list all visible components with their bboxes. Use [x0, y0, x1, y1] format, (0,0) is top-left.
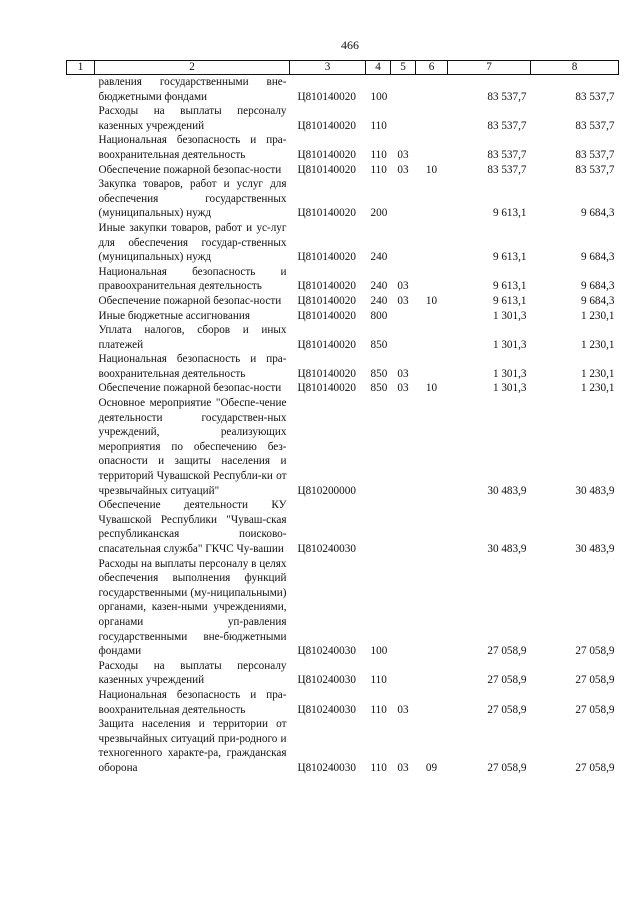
table-row — [67, 133, 619, 162]
table-row — [67, 381, 619, 396]
target-code: Ц810140020 — [297, 251, 356, 264]
table-row — [67, 717, 619, 775]
section-code — [391, 396, 416, 498]
subsection-code — [416, 75, 448, 105]
expense-type-code: 240 — [370, 294, 388, 307]
amount-year-2: 83 537,7 — [575, 163, 615, 176]
section-code: 03 — [397, 280, 409, 293]
row-col-1 — [67, 688, 95, 717]
amount-year-2: 1 230,1 — [580, 367, 615, 380]
amount-year-1: 9 613,1 — [492, 280, 527, 293]
expense-name: Обеспечение деятельности КУ Чувашской Республики "Чуваш-ская республиканская поисково-спасательная служба" ГКЧС Чу-вашии — [98, 499, 287, 555]
amount-year-1: 27 058,9 — [487, 761, 527, 774]
table-row — [67, 221, 619, 265]
amount-year-2: 9 684,3 — [580, 207, 615, 220]
section-code — [391, 498, 416, 556]
amount-year-1: 27 058,9 — [487, 674, 527, 687]
expense-type-code: 850 — [370, 367, 388, 380]
expense-type-code: 850 — [370, 338, 388, 351]
expense-name: Обеспечение пожарной безопас-ности — [98, 382, 282, 395]
section-code: 03 — [397, 367, 409, 380]
expense-type-code: 200 — [370, 207, 388, 220]
expense-name: Национальная безопасность и пра-воохранительная деятельность — [98, 353, 287, 380]
target-code: Ц810140020 — [297, 382, 356, 395]
row-col-1 — [67, 75, 95, 105]
section-code: 03 — [397, 382, 409, 395]
expense-name: Национальная безопасность и пра-воохранительная деятельность — [98, 688, 287, 716]
subsection-code: 10 — [425, 382, 438, 395]
header-col-6: 6 — [416, 61, 448, 75]
target-code: Ц810140020 — [297, 163, 356, 176]
expense-type-code — [366, 498, 391, 556]
table-row — [67, 498, 619, 556]
expense-name: Расходы на выплаты персоналу казенных учреждений — [98, 659, 287, 687]
expense-type-code: 850 — [370, 382, 388, 395]
amount-year-2: 1 230,1 — [580, 382, 615, 395]
amount-year-2: 9 684,3 — [580, 251, 615, 264]
table-row — [67, 309, 619, 324]
amount-year-1: 83 537,7 — [487, 90, 527, 103]
row-col-1 — [67, 309, 95, 324]
expense-type-code: 110 — [370, 148, 387, 161]
amount-year-1: 9 613,1 — [492, 294, 527, 307]
amount-year-2: 83 537,7 — [575, 119, 615, 132]
expense-name: Обеспечение пожарной безопас-ности — [98, 294, 282, 307]
header-col-2: 2 — [95, 61, 290, 75]
section-code: 03 — [397, 703, 409, 716]
subsection-code — [416, 396, 448, 498]
target-code: Ц810240030 — [297, 543, 356, 555]
row-col-1 — [67, 323, 95, 352]
expense-name: Национальная безопасность и правоохранительная деятельность — [98, 265, 287, 293]
subsection-code — [416, 323, 448, 352]
expense-type-code: 240 — [370, 251, 388, 264]
row-col-1 — [67, 265, 95, 294]
amount-year-2: 27 058,9 — [575, 761, 615, 774]
table-header — [67, 61, 619, 75]
amount-year-2: 9 684,3 — [580, 294, 615, 307]
amount-year-2: 27 058,9 — [575, 703, 615, 716]
amount-year-1: 9 613,1 — [492, 251, 527, 264]
header-col-8: 8 — [531, 61, 619, 75]
amount-year-1: 83 537,7 — [487, 148, 527, 161]
amount-year-1: 1 301,3 — [492, 382, 527, 395]
amount-year-1: 27 058,9 — [487, 645, 527, 658]
amount-year-2: 30 483,9 — [575, 484, 615, 497]
row-col-1 — [67, 557, 95, 659]
amount-year-1: 30 483,9 — [487, 484, 527, 497]
subsection-code — [416, 221, 448, 265]
subsection-code — [416, 265, 448, 294]
table-row — [67, 104, 619, 133]
table-row — [67, 352, 619, 381]
target-code: Ц810140020 — [297, 119, 356, 132]
row-col-1 — [67, 294, 95, 309]
subsection-code: 10 — [425, 294, 438, 307]
section-code — [391, 75, 416, 105]
section-code: 03 — [397, 148, 409, 161]
header-col-7: 7 — [448, 61, 531, 75]
expense-name: Расходы на выплаты персоналу в целях обеспечения выполнения функций государственными (му-ниципальными) органами, казен-ными учреждениями, органами уп-равления государственными вне-бюджетными фондами — [98, 557, 287, 658]
section-code: 03 — [397, 761, 409, 774]
target-code: Ц810140020 — [297, 90, 356, 103]
target-code: Ц810140020 — [297, 367, 356, 380]
amount-year-2: 1 230,1 — [580, 309, 615, 322]
subsection-code — [416, 309, 448, 324]
row-col-1 — [67, 177, 95, 221]
section-code — [391, 309, 416, 324]
expense-type-code: 110 — [370, 119, 387, 132]
table-row — [67, 396, 619, 498]
amount-year-2: 1 230,1 — [580, 338, 615, 351]
expense-name: Основное мероприятие "Обеспе-чение деятельности государствен-ных учреждений, реализующих мероприятия по обеспечению без-опасности и защиты населения и территорий Чувашской Республи-ки от чрезвычайных ситуаций" — [98, 397, 287, 497]
table-row — [67, 177, 619, 221]
section-code — [391, 323, 416, 352]
table-row — [67, 557, 619, 659]
amount-year-1: 1 301,3 — [492, 338, 527, 351]
subsection-code: 09 — [425, 761, 438, 774]
table-row — [67, 265, 619, 294]
row-col-1 — [67, 381, 95, 396]
expense-name: Защита населения и территории от чрезвычайных ситуаций при-родного и техногенного характе-ра, гражданская оборона — [98, 718, 287, 774]
table-row — [67, 323, 619, 352]
section-code — [391, 659, 416, 688]
budget-table — [66, 60, 619, 776]
row-col-1 — [67, 396, 95, 498]
header-col-5: 5 — [391, 61, 416, 75]
header-col-4: 4 — [366, 61, 391, 75]
amount-year-2: 83 537,7 — [575, 90, 615, 103]
expense-name: Иные бюджетные ассигнования — [98, 309, 250, 322]
amount-year-2: 27 058,9 — [575, 645, 615, 658]
amount-year-2: 83 537,7 — [575, 148, 615, 161]
expense-name: Обеспечение пожарной безопас-ности — [98, 163, 282, 176]
subsection-code — [416, 659, 448, 688]
subsection-code — [416, 133, 448, 162]
expense-type-code: 800 — [370, 309, 388, 322]
target-code: Ц810140020 — [297, 338, 356, 351]
expense-name: Уплата налогов, сборов и иных платежей — [98, 324, 287, 351]
header-col-1: 1 — [67, 61, 95, 75]
expense-name: Национальная безопасность и пра-воохранительная деятельность — [98, 134, 287, 161]
amount-year-2: 27 058,9 — [575, 674, 615, 687]
expense-name: равления государственными вне-бюджетными фондами — [98, 76, 287, 103]
expense-type-code: 100 — [370, 645, 388, 658]
section-code — [391, 221, 416, 265]
amount-year-1: 9 613,1 — [492, 207, 527, 220]
expense-name: Закупка товаров, работ и услуг для обеспечения государственных (муниципальных) нужд — [98, 178, 287, 220]
amount-year-1: 83 537,7 — [487, 163, 527, 176]
expense-type-code: 240 — [370, 280, 388, 293]
expense-name: Расходы на выплаты персоналу казенных учреждений — [98, 105, 287, 132]
target-code: Ц810140020 — [297, 309, 356, 322]
target-code: Ц810200000 — [297, 484, 356, 497]
amount-year-1: 83 537,7 — [487, 119, 527, 132]
row-col-1 — [67, 221, 95, 265]
subsection-code — [416, 352, 448, 381]
row-col-1 — [67, 104, 95, 133]
header-row — [67, 61, 619, 75]
amount-year-1: 1 301,3 — [492, 309, 527, 322]
section-code: 03 — [397, 163, 409, 176]
target-code: Ц810140020 — [297, 280, 356, 293]
row-col-1 — [67, 498, 95, 556]
target-code: Ц810140020 — [297, 294, 356, 307]
expense-type-code — [366, 396, 391, 498]
row-col-1 — [67, 352, 95, 381]
header-col-3: 3 — [290, 61, 366, 75]
row-col-1 — [67, 133, 95, 162]
subsection-code — [416, 688, 448, 717]
target-code: Ц810240030 — [297, 645, 356, 658]
table-body — [67, 75, 619, 776]
section-code — [391, 557, 416, 659]
row-col-1 — [67, 659, 95, 688]
amount-year-1: 1 301,3 — [492, 367, 527, 380]
target-code: Ц810240030 — [297, 761, 356, 774]
subsection-code: 10 — [425, 163, 438, 176]
table-row — [67, 659, 619, 688]
subsection-code — [416, 557, 448, 659]
expense-name: Иные закупки товаров, работ и ус-луг для обеспечения государ-ственных (муниципальных) нужд — [98, 221, 287, 264]
row-col-1 — [67, 717, 95, 775]
amount-year-1: 30 483,9 — [487, 543, 527, 555]
target-code: Ц810240030 — [297, 674, 356, 687]
expense-type-code: 110 — [370, 761, 387, 774]
section-code — [391, 177, 416, 221]
page-number: 466 — [341, 38, 359, 52]
expense-type-code: 110 — [370, 163, 387, 176]
section-code: 03 — [397, 294, 409, 307]
table-row — [67, 688, 619, 717]
amount-year-2: 30 483,9 — [575, 543, 615, 555]
section-code — [391, 104, 416, 133]
subsection-code — [416, 498, 448, 556]
expense-type-code: 110 — [370, 674, 387, 687]
table-row — [67, 294, 619, 309]
expense-type-code: 100 — [370, 90, 388, 103]
table-row — [67, 163, 619, 178]
expense-type-code: 110 — [370, 703, 387, 716]
table-row — [67, 75, 619, 105]
amount-year-1: 27 058,9 — [487, 703, 527, 716]
row-col-1 — [67, 163, 95, 178]
target-code: Ц810140020 — [297, 148, 356, 161]
target-code: Ц810240030 — [297, 703, 356, 716]
target-code: Ц810140020 — [297, 207, 356, 220]
subsection-code — [416, 104, 448, 133]
amount-year-2: 9 684,3 — [580, 280, 615, 293]
subsection-code — [416, 177, 448, 221]
